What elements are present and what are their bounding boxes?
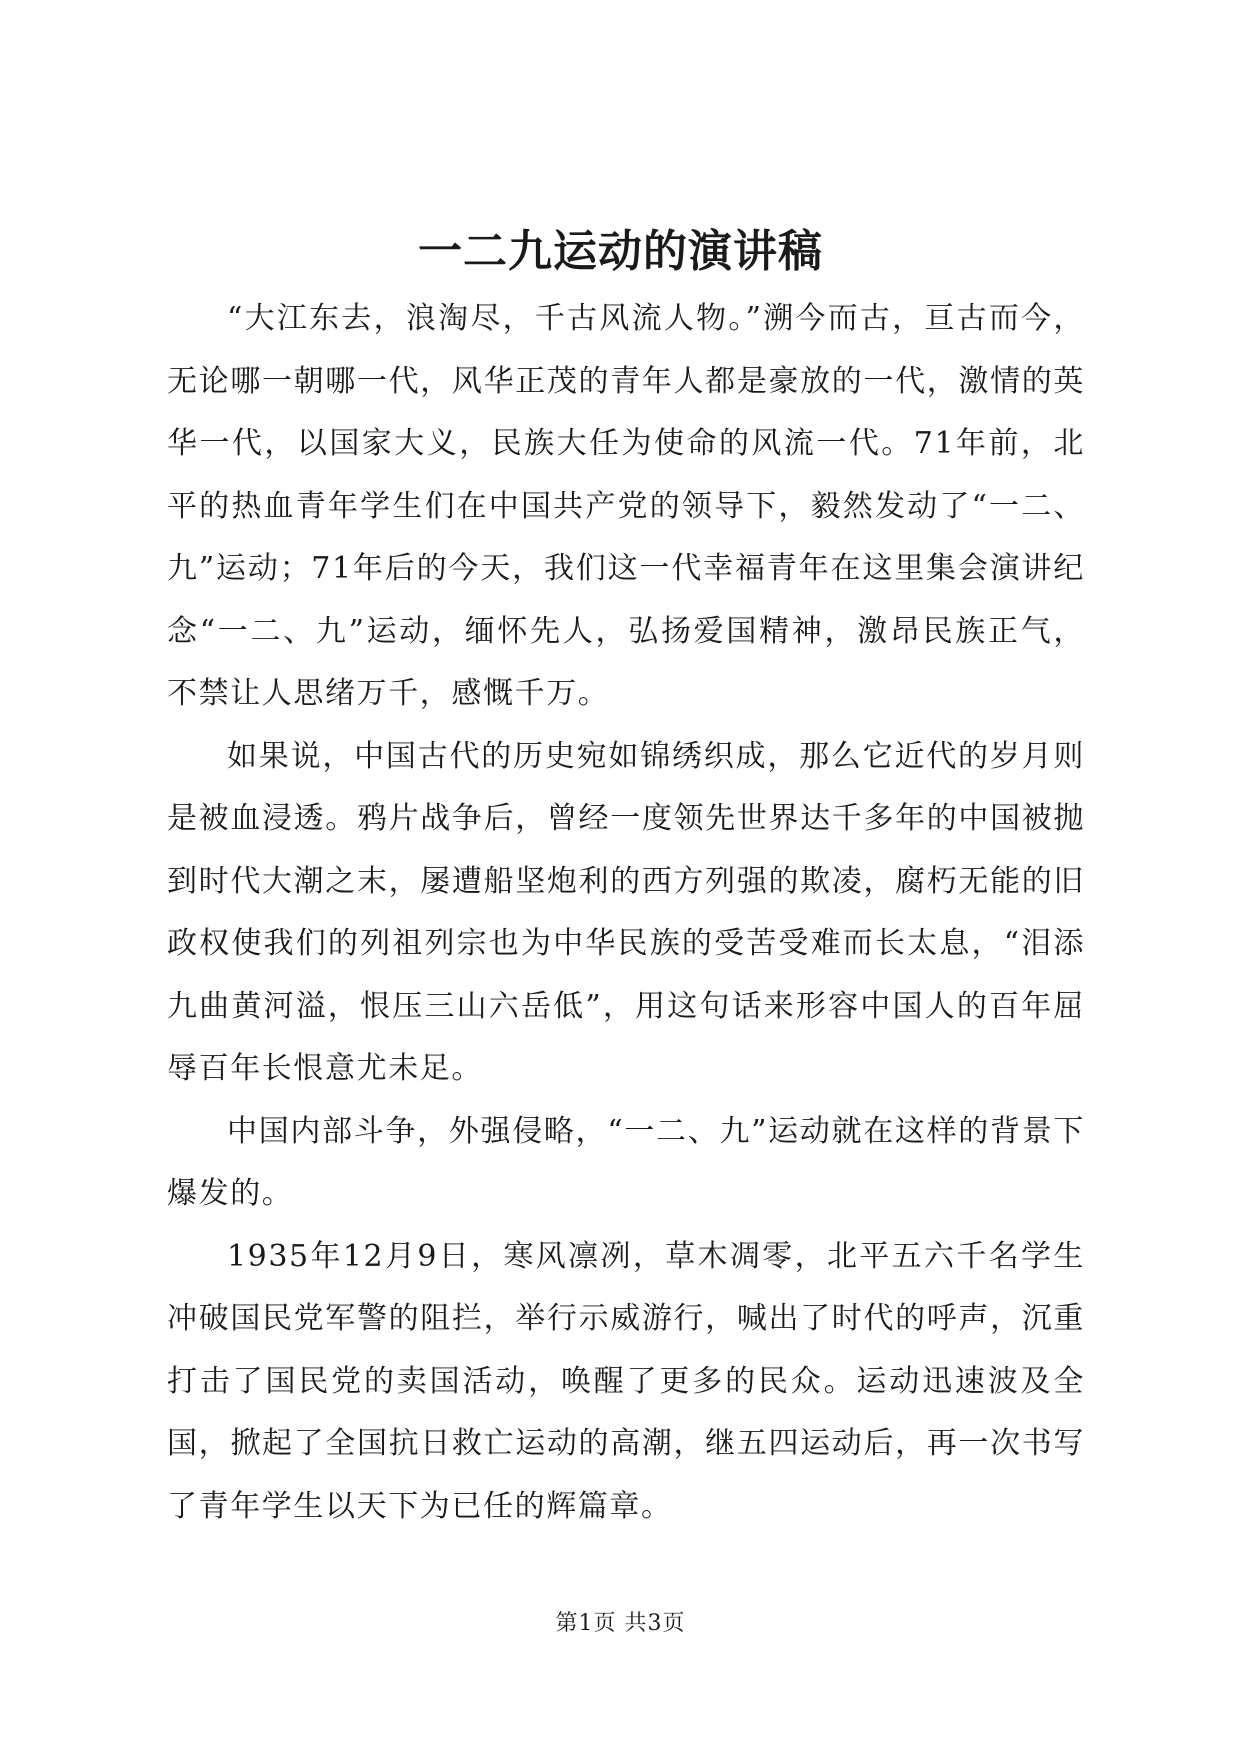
document-body [167,288,1085,1538]
document-title: 一二九运动的演讲稿 [418,226,823,277]
page-number-footer: 第1页 共3页 [555,1611,686,1636]
paragraph-3: 中国内部斗争，外强侵略，“一二、九”运动就在这样的背景下爆发的。 [167,1113,1085,1211]
paragraph-2: 如果说，中国古代的历史宛如锦绣织成，那么它近代的岁月则是被血浸透。鸦片战争后，曾经一度领先世界达千多年的中国被抛到时代大潮之末，屡遭船坚炮利的西方列强的欺凌，腐朽无能的旧政权使我们的列祖列宗也为中华民族的受苦受难而长太息，“泪添九曲黄河溢，恨压三山六岳低”，用这句话来形容中国人的百年屈辱百年长恨意尤未足。 [167,738,1085,1086]
paragraph-1: “大江东去，浪淘尽，千古风流人物。”溯今而古，亘古而今，无论哪一朝哪一代，风华正茂的青年人都是豪放的一代，激情的英华一代，以国家大义，民族大任为使命的风流一代。71年前，北平的热血青年学生们在中国共产党的领导下，毅然发动了“一二、九”运动；71年后的今天，我们这一代幸福青年在这里集会演讲纪念“一二、九”运动，缅怀先人，弘扬爱国精神，激昂民族正气，不禁让人思绪万千，感慨千万。 [167,301,1085,711]
paragraph-4: 1935年12月9日，寒风凛冽，草木凋零，北平五六千名学生冲破国民党军警的阻拦，举行示威游行，喊出了时代的呼声，沉重打击了国民党的卖国活动，唤醒了更多的民众。运动迅速波及全国，掀起了全国抗日救亡运动的高潮，继五四运动后，再一次书写了青年学生以天下为已任的辉篇章。 [167,1238,1085,1524]
